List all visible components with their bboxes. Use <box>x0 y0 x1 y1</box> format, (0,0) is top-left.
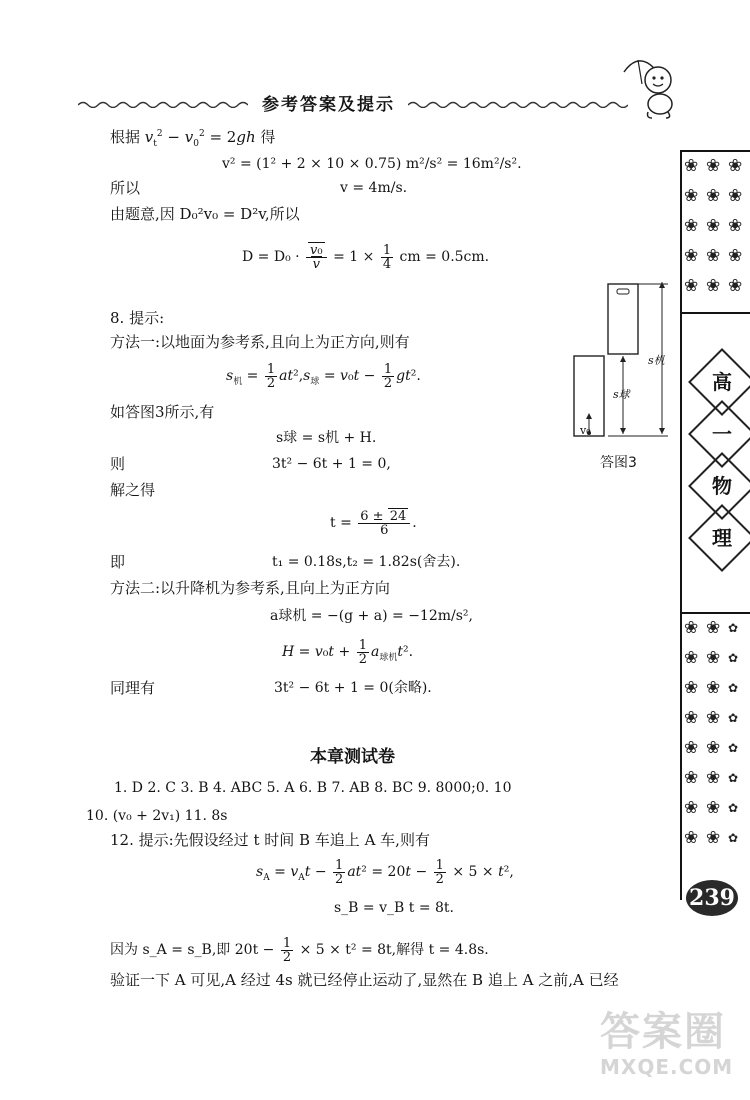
subject-char-box: 高 <box>688 348 750 416</box>
flower-icon: ❀ <box>706 276 721 296</box>
q8-method-two: 方法二:以升降机为参考系,且向上为正方向 <box>110 579 390 597</box>
equation-quadratic: 3t² − 6t + 1 = 0, <box>272 456 391 472</box>
flower-icon: ❀ <box>684 186 699 206</box>
sidebar-top-rule <box>680 150 750 152</box>
flower-icon: ❀ <box>728 276 743 296</box>
q12-verification: 验证一下 A 可见,A 经过 4s 就已经停止运动了,显然在 B 追上 A 之前,A 已经 <box>110 971 619 989</box>
label-likewise: 同理有 <box>110 679 156 697</box>
flower-icon: ✿ <box>728 771 739 785</box>
flower-icon: ❀ <box>706 186 721 206</box>
answer-line-2: 10. (v₀ + 2v₁) 11. 8s <box>86 808 228 824</box>
flower-icon: ❀ <box>728 216 743 236</box>
line-according-to: 根据 $v_t^2 - v_0^2 = 2gh$ 得 <box>110 128 276 149</box>
header-right-ornament <box>408 100 628 108</box>
sidebar-lower-rule <box>680 612 750 614</box>
equation-v-squared: v² = (1² + 2 × 10 × 0.75) m²/s² = 16m²/s². <box>222 156 522 172</box>
sidebar-divider <box>680 150 682 900</box>
equation-root: t = $\frac{6 \pm 24}{6}$ . <box>330 508 417 538</box>
equation-relative-accel: a球机 = −(g + a) = −12m/s², <box>270 608 473 624</box>
flower-icon: ❀ <box>706 738 721 758</box>
flower-icon: ❀ <box>684 678 699 698</box>
label-then: 则 <box>110 455 126 473</box>
equation-relative-displacement: H = v₀t + $\frac{1}{2}$ $a_{球机}t^2$. <box>282 637 414 667</box>
subject-char-box: 理 <box>688 504 750 572</box>
flower-icon: ❀ <box>706 678 721 698</box>
flower-icon: ❀ <box>706 828 721 848</box>
flower-icon: ❀ <box>728 156 743 176</box>
equation-v-result: v = 4m/s. <box>340 180 408 196</box>
flower-icon: ✿ <box>728 621 739 635</box>
flower-icon: ✿ <box>728 651 739 665</box>
flower-icon: ✿ <box>728 801 739 815</box>
label-therefore: 所以 <box>110 179 141 197</box>
label-solve: 解之得 <box>110 481 156 499</box>
section-title: 本章测试卷 <box>310 747 395 767</box>
flower-icon: ❀ <box>684 738 699 758</box>
figure-label-s-lift: s机 <box>648 354 665 367</box>
flower-icon: ❀ <box>684 768 699 788</box>
flower-icon: ❀ <box>706 648 721 668</box>
page-number: 239 <box>686 880 738 916</box>
equation-times: t₁ = 0.18s,t₂ = 1.82s(舍去). <box>272 554 461 570</box>
flower-icon: ❀ <box>684 618 699 638</box>
flower-icon: ❀ <box>684 798 699 818</box>
flower-icon: ❀ <box>728 246 743 266</box>
flower-icon: ❀ <box>684 708 699 728</box>
flower-icon: ❀ <box>706 798 721 818</box>
label-namely: 即 <box>110 553 126 571</box>
flower-icon: ✿ <box>728 681 739 695</box>
flower-icon: ✿ <box>728 711 739 725</box>
flower-icon: ❀ <box>728 186 743 206</box>
subject-char-box: 物 <box>688 452 750 520</box>
flower-icon: ❀ <box>684 246 699 266</box>
flower-icon: ❀ <box>684 648 699 668</box>
q12-condition: 因为 s_A = s_B,即 20t − $\frac{1}{2}$ × 5 × t² = 8t,解得 t = 4.8s. <box>110 935 489 965</box>
watermark-logo: 答案圈 MXQE.COM <box>600 1009 734 1079</box>
header-left-ornament <box>78 100 248 108</box>
equation-sb: s_B = v_B t = 8t. <box>334 900 454 916</box>
flower-icon: ❀ <box>706 708 721 728</box>
flower-icon: ❀ <box>706 156 721 176</box>
answer-line-1: 1. D 2. C 3. B 4. ABC 5. A 6. B 7. AB 8. BC 9. 8000;0. 10 <box>114 780 512 796</box>
subject-char-box: 一 <box>688 400 750 468</box>
equation-sa: $s_A = v_At$ − $\frac{1}{2}$ at² = 20t − $\frac{1}{2}$ × 5 × t², <box>256 857 514 887</box>
equation-diameter: D = D₀ · $\frac{\text{v₀}}{v}$ = 1 × $\frac{1}{4}$ cm = 0.5cm. <box>242 242 490 272</box>
flower-icon: ❀ <box>684 276 699 296</box>
equation-displacements: $s_机$ = $\frac{1}{2}$ $at^2,s_球 = v_0t$ − $\frac{1}{2}$ gt². <box>226 361 421 391</box>
flower-icon: ❀ <box>706 768 721 788</box>
q8-heading: 8. 提示: <box>110 309 165 327</box>
flower-icon: ✿ <box>728 741 739 755</box>
flower-icon: ❀ <box>706 216 721 236</box>
flower-icon: ❀ <box>684 216 699 236</box>
sidebar-mid-rule <box>680 312 750 314</box>
flower-icon: ❀ <box>684 828 699 848</box>
q8-see-figure: 如答图3所示,有 <box>110 403 215 421</box>
header-title: 参考答案及提示 <box>262 95 395 115</box>
figure-caption: 答图3 <box>600 455 637 471</box>
figure-label-s-ball: s球 <box>613 388 630 401</box>
flower-icon: ❀ <box>684 156 699 176</box>
equation-sum: s球 = s机 + H. <box>276 430 377 446</box>
mascot-umbrella-icon <box>616 50 686 120</box>
figure-label-v0: v₀ <box>580 424 591 437</box>
line-by-problem: 由题意,因 D₀²v₀ = D²v,所以 <box>110 205 300 223</box>
q12-heading: 12. 提示:先假设经过 t 时间 B 车追上 A 车,则有 <box>110 831 430 849</box>
flower-icon: ❀ <box>706 246 721 266</box>
q8-method-one: 方法一:以地面为参考系,且向上为正方向,则有 <box>110 333 410 351</box>
flower-icon: ✿ <box>728 831 739 845</box>
flower-icon: ❀ <box>706 618 721 638</box>
equation-quadratic-final: 3t² − 6t + 1 = 0(余略). <box>274 680 432 696</box>
